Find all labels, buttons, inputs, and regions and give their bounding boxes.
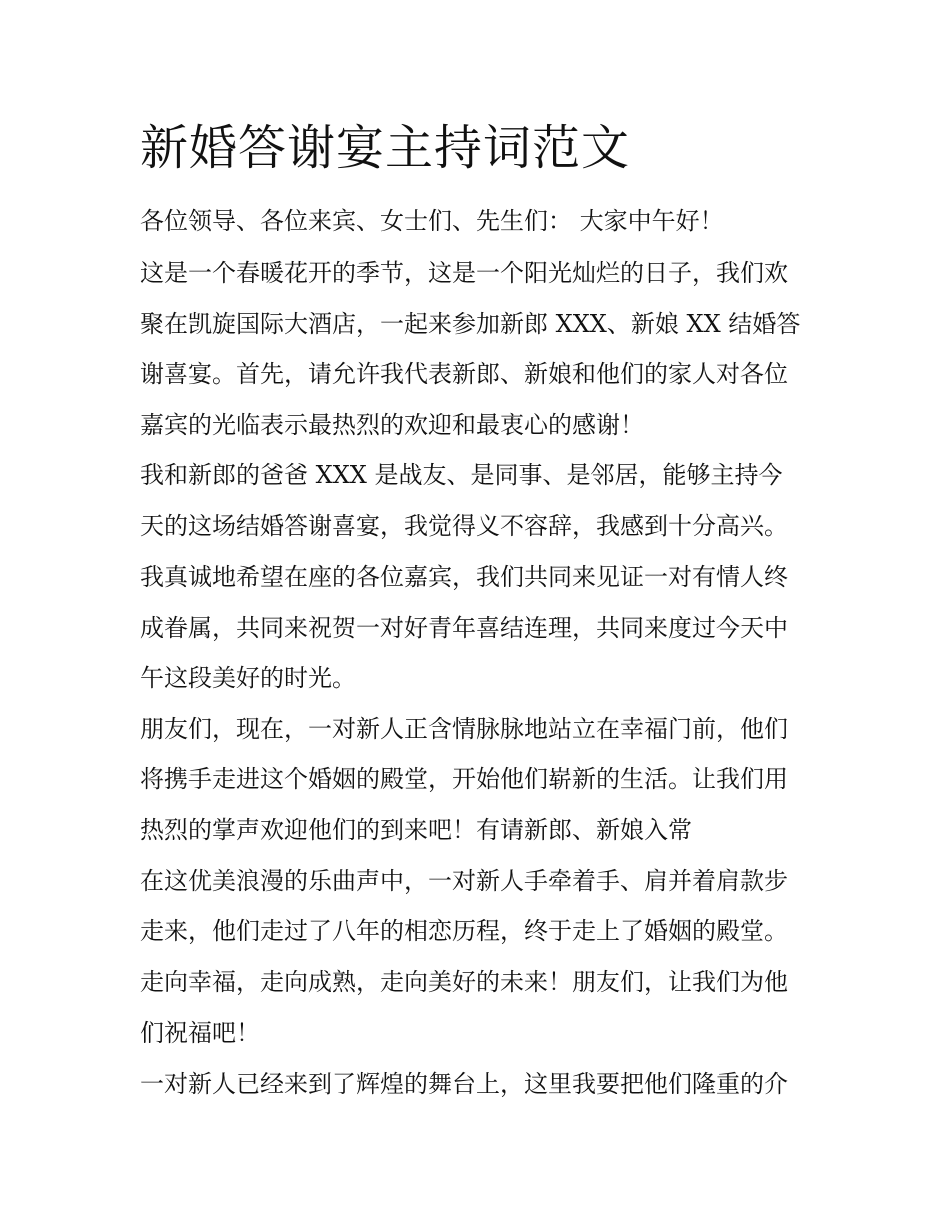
text-line-1: 各位领导、各位来宾、女士们、先生们： 大家中午好！ (140, 207, 724, 235)
text-line-6: 我和新郎的爸爸 XXX 是战友、是同事、是邻居，能够主持今 (140, 461, 783, 489)
text-line-14: 在这优美浪漫的乐曲声中，一对新人手牵着手、肩并着肩款步 (140, 867, 788, 895)
text-line-11: 朋友们，现在，一对新人正含情脉脉地站立在幸福门前，他们 (140, 715, 788, 743)
text-line-9: 成眷属，共同来祝贺一对好青年喜结连理，共同来度过今天中 (140, 614, 788, 642)
text-line-7: 天的这场结婚答谢喜宴，我觉得义不容辞，我感到十分高兴。 (140, 512, 788, 540)
text-line-5: 嘉宾的光临表示最热烈的欢迎和最衷心的感谢！ (140, 411, 644, 439)
text-line-16: 走向幸福，走向成熟，走向美好的未来！朋友们，让我们为他 (140, 968, 788, 996)
text-line-10: 午这段美好的时光。 (140, 664, 356, 692)
document-title: 新婚答谢宴主持词范文 (140, 120, 631, 176)
text-line-12: 将携手走进这个婚姻的殿堂，开始他们崭新的生活。让我们用 (140, 765, 788, 793)
text-line-4: 谢喜宴。首先，请允许我代表新郎、新娘和他们的家人对各位 (140, 360, 788, 388)
text-line-8: 我真诚地希望在座的各位嘉宾，我们共同来见证一对有情人终 (140, 563, 788, 591)
text-line-13: 热烈的掌声欢迎他们的到来吧！有请新郎、新娘入常 (140, 816, 692, 844)
text-line-17: 们祝福吧！ (140, 1019, 260, 1047)
text-line-18: 一对新人已经来到了辉煌的舞台上，这里我要把他们隆重的介 (140, 1070, 788, 1098)
text-line-3: 聚在凯旋国际大酒店，一起来参加新郎 XXX、新娘 XX 结婚答 (140, 310, 801, 338)
text-line-2: 这是一个春暖花开的季节，这是一个阳光灿烂的日子，我们欢 (140, 259, 788, 287)
text-line-15: 走来，他们走过了八年的相恋历程，终于走上了婚姻的殿堂。 (140, 917, 788, 945)
